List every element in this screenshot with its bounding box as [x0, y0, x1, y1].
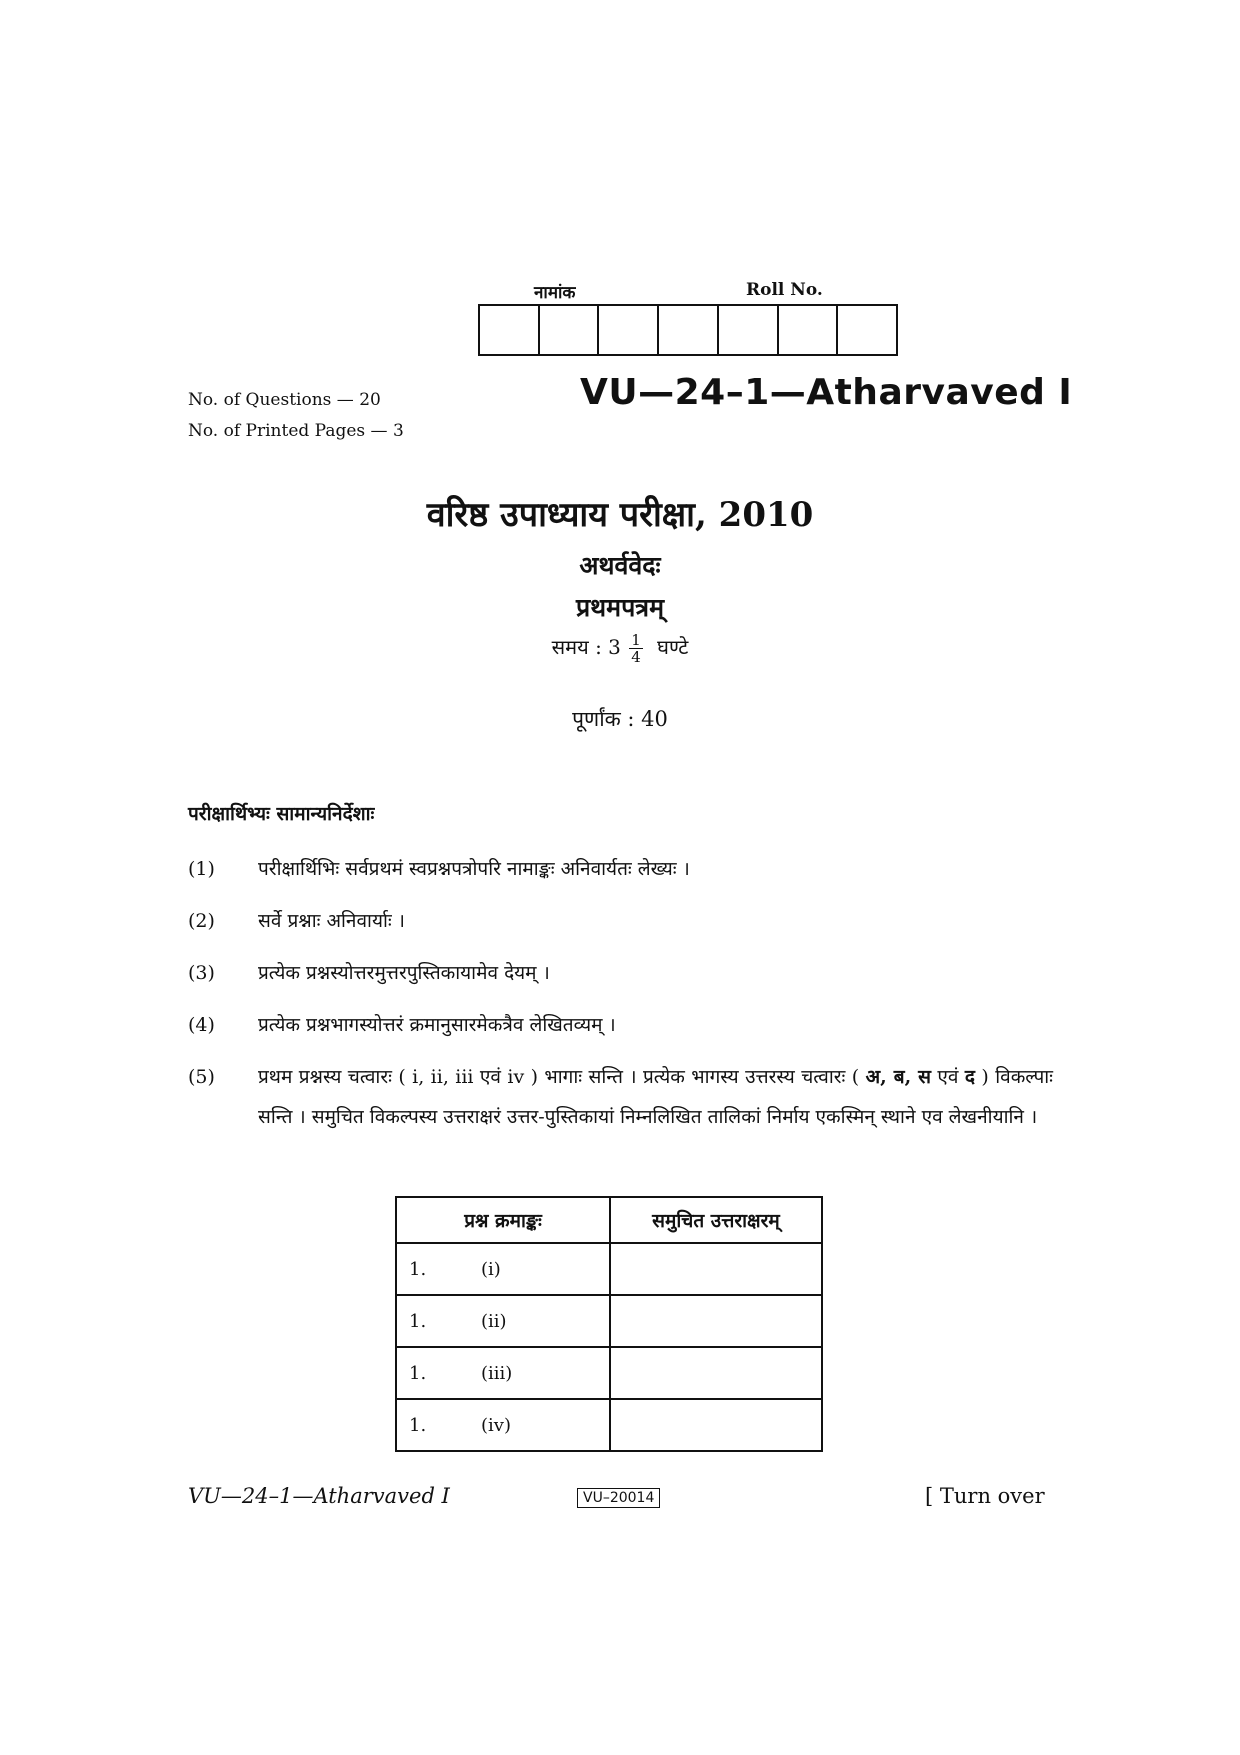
question-number: 1. — [409, 1362, 427, 1384]
subject-title: अथर्ववेदः — [579, 551, 661, 580]
footer-paper-code: VU—24–1—Atharvaved I — [188, 1484, 450, 1508]
table-row — [396, 1295, 822, 1347]
instruction-text-part: ) विकल्पाः सन्ति । समुचित विकल्पस्य उत्तराक्षरं उत्तर-पुस्तिकायां निम्नलिखित तालिकां निर्माय एकस्मिन् स्थाने एव लेखनीयानि । — [258, 1066, 1053, 1128]
roll-label-hindi: नामांक — [534, 283, 576, 303]
exam-title: वरिष्ठ उपाध्याय परीक्षा, 2010 — [426, 495, 814, 535]
duration-label: समय : 3 — [551, 635, 621, 659]
question-cell — [396, 1347, 610, 1399]
question-part: (ii) — [481, 1310, 507, 1332]
answer-cell — [610, 1399, 822, 1451]
question-number: 1. — [409, 1414, 427, 1436]
roll-box — [599, 306, 659, 354]
question-part: (i) — [481, 1258, 501, 1280]
question-part: (iii) — [481, 1362, 513, 1384]
printed-pages: No. of Printed Pages — 3 — [188, 421, 404, 441]
fraction-numerator: 1 — [631, 631, 641, 649]
question-number: 1. — [409, 1310, 427, 1332]
and-word: एवं — [937, 1066, 959, 1088]
roll-box — [659, 306, 719, 354]
question-part: (iv) — [481, 1414, 511, 1436]
table-row — [396, 1347, 822, 1399]
duration-fraction — [629, 632, 643, 665]
roll-box — [838, 306, 896, 354]
paper-title: प्रथमपत्रम् — [575, 593, 665, 622]
roll-box — [540, 306, 600, 354]
options-bold: अ, ब, स — [865, 1066, 932, 1088]
answer-cell — [610, 1295, 822, 1347]
instruction-number: (2) — [188, 910, 215, 932]
footer-code-box: VU–20014 — [577, 1488, 660, 1508]
table-header-row — [396, 1197, 822, 1243]
question-number: 1. — [409, 1258, 427, 1280]
duration-unit: घण्टे — [657, 635, 689, 659]
roll-label-english: Roll No. — [746, 280, 823, 300]
max-marks: पूर्णांक : 40 — [572, 707, 668, 731]
roll-box — [779, 306, 839, 354]
roll-box — [719, 306, 779, 354]
instruction-number: (1) — [188, 858, 215, 880]
question-cell — [396, 1295, 610, 1347]
answer-cell — [610, 1243, 822, 1295]
instruction-text: सर्वे प्रश्नाः अनिवार्याः । — [258, 910, 405, 932]
roll-box — [480, 306, 540, 354]
fraction-denominator: 4 — [631, 648, 641, 666]
question-count: No. of Questions — 20 — [188, 390, 381, 410]
paper-code: VU—24–1—Atharvaved I — [580, 372, 1073, 413]
column-header: समुचित उत्तराक्षरम् — [610, 1197, 822, 1243]
option-last: द — [964, 1066, 975, 1088]
instruction-text: प्रत्येक प्रश्नस्योत्तरमुत्तरपुस्तिकायामेव देयम् । — [258, 962, 550, 984]
question-cell — [396, 1243, 610, 1295]
question-cell — [396, 1399, 610, 1451]
roll-number-boxes — [478, 304, 898, 356]
column-header: प्रश्न क्रमाङ्कः — [396, 1197, 610, 1243]
instruction-number: (4) — [188, 1014, 215, 1036]
duration — [0, 632, 1240, 665]
instructions-heading: परीक्षार्थिभ्यः सामान्यनिर्देशाः — [188, 803, 375, 825]
instruction-text: परीक्षार्थिभिः सर्वप्रथमं स्वप्रश्नपत्रोपरि नामाङ्कः अनिवार्यतः लेख्यः । — [258, 858, 690, 880]
instruction-text: प्रत्येक प्रश्नभागस्योत्तरं क्रमानुसारमेकत्रैव लेखितव्यम् । — [258, 1014, 616, 1036]
table-row — [396, 1243, 822, 1295]
answer-cell — [610, 1347, 822, 1399]
table-row — [396, 1399, 822, 1451]
instruction-number: (5) — [188, 1066, 215, 1088]
turn-over: [ Turn over — [925, 1484, 1045, 1508]
instruction-number: (3) — [188, 962, 215, 984]
instruction-text-part: प्रथम प्रश्नस्य चत्वारः ( i, ii, iii एवं iv ) भागाः सन्ति । प्रत्येक भागस्य उत्तरस्य चत्वारः ( — [258, 1066, 860, 1088]
answer-table — [395, 1196, 823, 1452]
instruction-text — [258, 1057, 1053, 1137]
